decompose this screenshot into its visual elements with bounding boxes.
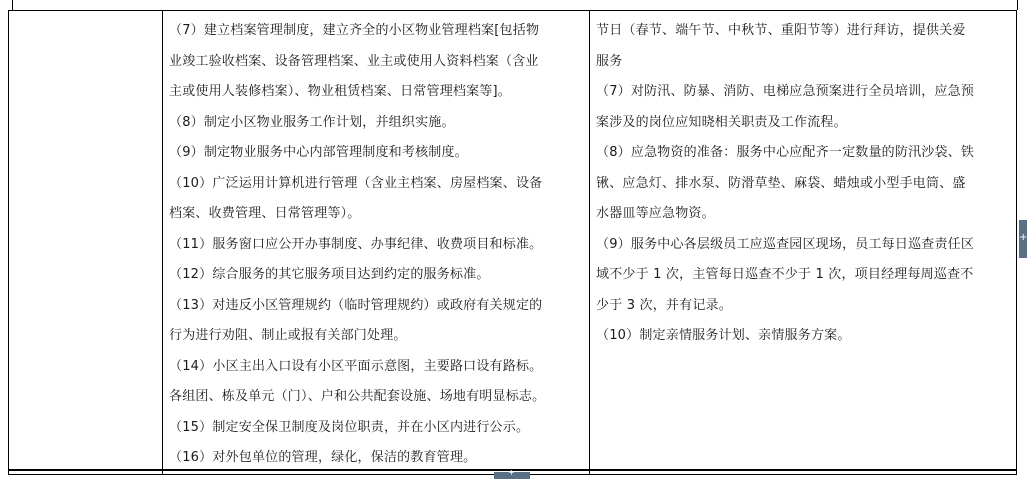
text-line: （7）对防汛、防暴、消防、电梯应急预案进行全员培训，应急预 bbox=[596, 84, 975, 99]
column-guide-left bbox=[12, 0, 13, 10]
cell-middle-content bbox=[163, 11, 589, 474]
text-line: 业竣工验收档案、设备管理档案、业主或使用人资料档案（含业 bbox=[169, 53, 539, 69]
text-line: （11）服务窗口应公开办事制度、办事纪律、收费项目和标准。 bbox=[169, 236, 543, 252]
text-line: （7）建立档案管理制度，建立齐全的小区物业管理档案[包括物 bbox=[169, 23, 540, 38]
text-line: 服务 bbox=[596, 53, 623, 69]
text-line: （10）广泛运用计算机进行管理（含业主档案、房屋档案、设备 bbox=[169, 175, 543, 191]
table-row bbox=[9, 11, 1017, 475]
text-line: 节日（春节、端午节、中秋节、重阳节等）进行拜访，提供关爱 bbox=[596, 23, 966, 38]
text-line: 主或使用人装修档案）、物业租赁档案、日常管理档案等]。 bbox=[169, 84, 511, 99]
table-cell-middle bbox=[163, 11, 590, 475]
text-line: （8）应急物资的准备：服务中心应配齐一定数量的防汛沙袋、铁 bbox=[596, 145, 975, 160]
text-line: 水器皿等应急物资。 bbox=[596, 206, 715, 221]
text-line: （14）小区主出入口设有小区平面示意图，主要路口设有路标。 bbox=[169, 358, 543, 374]
text-line: （13）对违反小区管理规约（临时管理规约）或政府有关规定的 bbox=[169, 297, 543, 313]
table-cell-right bbox=[590, 11, 1017, 475]
table-move-handle[interactable] bbox=[494, 468, 530, 479]
text-line: （9）服务中心各层级员工应巡查园区现场，员工每日巡查责任区 bbox=[596, 236, 975, 252]
document-table bbox=[8, 10, 1017, 475]
text-line: 少于 3 次，并有记录。 bbox=[596, 297, 732, 313]
text-line: 档案、收费管理、日常管理等）。 bbox=[169, 206, 361, 221]
text-line: （16）对外包单位的管理，绿化，保洁的教育管理。 bbox=[169, 450, 477, 465]
text-line: （15）制定安全保卫制度及岗位职责，并在小区内进行公示。 bbox=[169, 419, 530, 435]
text-line: （9）制定物业服务中心内部管理制度和考核制度。 bbox=[169, 145, 468, 160]
column-guide-right bbox=[1017, 0, 1018, 10]
scroll-expand-handle[interactable] bbox=[1019, 220, 1027, 258]
expand-icon: + bbox=[1019, 232, 1027, 243]
cell-empty-text bbox=[9, 11, 162, 16]
top-strip bbox=[0, 0, 1027, 10]
cell-right-content bbox=[590, 11, 1016, 352]
move-icon: + bbox=[508, 468, 515, 477]
text-line: 域不少于 1 次，主管每日巡查不少于 1 次，项目经理每周巡查不 bbox=[596, 267, 974, 282]
text-line: 案涉及的岗位应知晓相关职责及工作流程。 bbox=[596, 114, 847, 130]
text-line: （12）综合服务的其它服务项目达到约定的服务标准。 bbox=[169, 267, 490, 282]
text-line: 各组团、栋及单元（门）、户和公共配套设施、场地有明显标志。 bbox=[169, 389, 546, 404]
table-cell-empty bbox=[9, 11, 163, 475]
text-line: 行为进行劝阻、制止或报有关部门处理。 bbox=[169, 328, 407, 343]
text-line: （8）制定小区物业服务工作计划，并组织实施。 bbox=[169, 114, 455, 130]
text-line: 锹、应急灯、排水泵、防滑草垫、麻袋、蜡烛或小型手电筒、盛 bbox=[596, 175, 966, 191]
text-line: （10）制定亲情服务计划、亲情服务方案。 bbox=[596, 328, 851, 343]
